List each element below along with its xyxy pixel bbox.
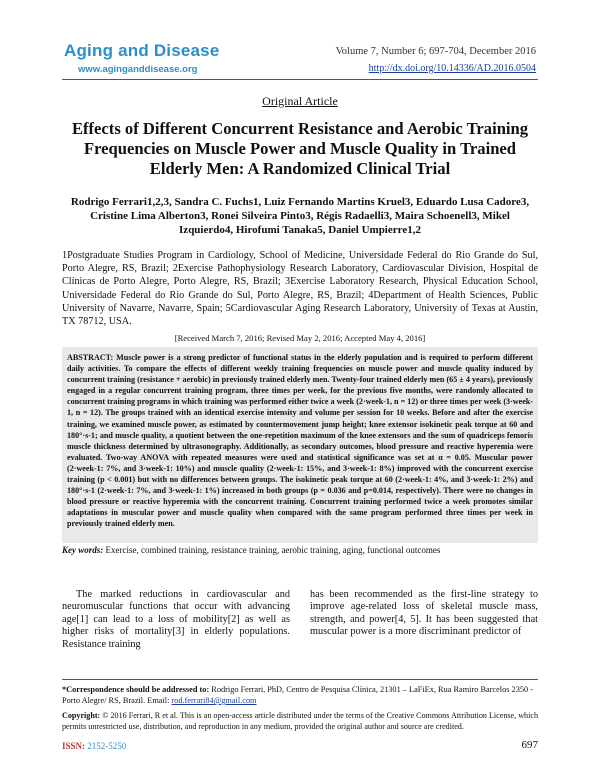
- journal-name: Aging and Disease: [64, 41, 220, 60]
- footer-divider: [62, 679, 538, 680]
- abstract-text: ABSTRACT: Muscle power is a strong predictor of functional status in the elderly population and is required to perform different daily activities. To compare the effects of different weekly training frequencies on muscle power and muscle quality induced by concurrent training (resistance + aerobic) in previously trained elderly men. Twenty-four trained elderly men (65 ± 4 years), previously engaged in a regular concurrent training program, three times per week, for the previous five months, were randomly allocated to concurrent training programs in which training was performed either twice a week (2·week-1, n = 12) or three times per week (3·week-1, n = 12). The groups trained with an identical exercise intensity and volume per session for 10 weeks. Before and after the exercise training, we examined muscle power, as estimated by countermovement jump height; knee extensor isokinetic peak torque at 60 and 180°·s-1; and muscle quality, a quotient between the one-repetition maximum of the knee extensors and the sum of quadriceps femoris muscle thickness determined by ultrasonography. Additionally, as secondary outcomes, blood pressure and reactive hyperemia were evaluated. Two-way ANOVA with repeated measures were used and statistical significance was set at α = 0.05. Muscular power (2·week-1: 7%, and 3·week-1: 10%) and muscle quality (2·week-1: 15%, and 3·week-1: 8%) improved with the concurrent exercise training (p < 0.001) but with no differences between groups. The isokinetic peak torque at 60 (2·week-1: 4%, and 3·week-1: 2%) and 180°·s-1 (2·week-1: 7%, and 3·week-1: 1%) increased in both groups (p = 0.036 and p=0.014, respectively). There were no changes in blood pressure or reactive hyperemia with the concurrent training. Concurrent training performed twice a week promotes similar adaptations in muscular power and muscle quality when compared with the same program performed three times per week in previously trained elderly men.: [67, 353, 533, 529]
- abstract-box: [62, 347, 538, 543]
- body-right-text: has been recommended as the first-line strategy to improve age-related loss of skeletal muscle mass, strength, and power[4, 5]. It has been suggested that muscular power is a more discriminant predictor of: [310, 589, 538, 638]
- correspondence-email[interactable]: rod.ferrari84@gmail.com: [171, 696, 257, 705]
- issn-label: ISSN:: [62, 741, 86, 751]
- header-divider: [62, 79, 538, 80]
- journal-url[interactable]: www.aginganddisease.org: [78, 64, 198, 75]
- correspondence-label: *Correspondence should be addressed to:: [62, 685, 210, 694]
- body-columns: [62, 589, 538, 651]
- keywords: [62, 545, 538, 555]
- article-type: Original Article: [262, 94, 338, 108]
- page-number: 697: [521, 739, 538, 751]
- received-dates: [Received March 7, 2016; Revised May 2, 2016; Accepted May 4, 2016]: [174, 333, 426, 343]
- copyright-label: Copyright:: [62, 711, 101, 720]
- volume-info: Volume 7, Number 6; 697-704, December 2016: [335, 46, 536, 57]
- correspondence: [62, 684, 538, 706]
- keywords-text: Exercise, combined training, resistance training, aerobic training, aging, functional outcomes: [105, 545, 441, 555]
- body-left-column: [62, 589, 290, 651]
- body-right-column: [310, 589, 538, 651]
- copyright-text: © 2016 Ferrari, R et al. This is an open-access article distributed under the terms of the Creative Commons Attribution License, which permits unrestricted use, distribution, and reproduction in any medium, provided the original author and source are credited.: [62, 711, 538, 731]
- correspondence-text: Rodrigo Ferrari, PhD, Centro de Pesquisa Clínica, 21301 – LaFiEx, Rua Ramiro Barcelos 2350 - Porto Alegre/ RS, Brazil. Email:: [62, 685, 533, 705]
- doi-link[interactable]: http://dx.doi.org/10.14336/AD.2016.0504: [368, 63, 536, 74]
- issn-value: 2152-5250: [87, 741, 127, 751]
- body-left-text: The marked reductions in cardiovascular and neuromuscular functions that occur with advancing age[1] can lead to a loss of mobility[2] as well as higher risks of mortality[3] in elderly populations. Resistance training: [62, 589, 290, 650]
- affiliations: 1Postgraduate Studies Program in Cardiology, School of Medicine, Universidade Federal do Rio Grande do Sul, Porto Alegre, RS, Brazil; 2Exercise Pathophysiology Research Laboratory, Cardiovascular Division, Hospital de Clínicas de Porto Alegre, Porto Alegre, RS, Brazil; 3Exercise Laboratory Research, Physical Education School, Universidade Federal do Rio Grande do Sul, Porto Alegre, RS, Brazil; 4Department of Health Sciences, Public University of Navarre, Navarre, Spain; 5Cardiovascular Aging Research Laboratory, University of Texas at Austin, TX 78712, USA.: [62, 250, 538, 328]
- copyright-notice: [62, 711, 538, 732]
- article-title: Effects of Different Concurrent Resistance and Aerobic Training Frequencies on Muscle Power and Muscle Quality in Trained Elderly Men: A Randomized Clinical Trial: [71, 119, 529, 178]
- issn: [62, 741, 126, 751]
- keywords-label: Key words:: [62, 545, 104, 555]
- author-list: Rodrigo Ferrari1,2,3, Sandra C. Fuchs1, Luiz Fernando Martins Kruel3, Eduardo Lusa Cadore3, Cristine Lima Alberton3, Ronei Silveira Pinto3, Régis Radaelli3, Maira Schoenell3, Mikel Izquierdo4, Hirofumi Tanaka5, Daniel Umpierre1,2: [70, 196, 530, 236]
